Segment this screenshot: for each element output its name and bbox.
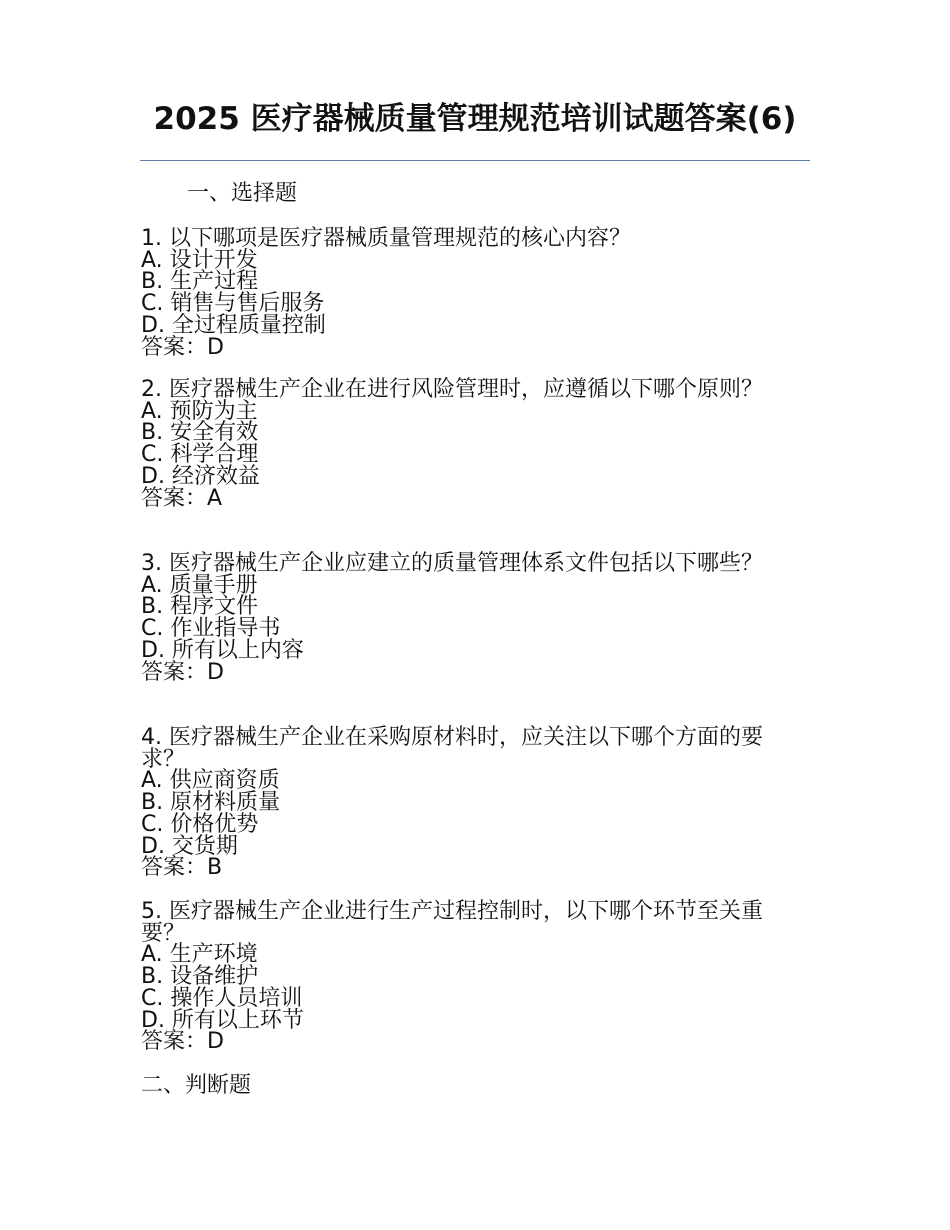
option-d: D. 全过程质量控制 bbox=[141, 312, 326, 338]
option-a: A. 设计开发 bbox=[141, 247, 258, 273]
option-b: B. 程序文件 bbox=[141, 594, 259, 620]
option-d: D. 所有以上环节 bbox=[141, 1007, 304, 1033]
option-c: C. 销售与售后服务 bbox=[141, 291, 325, 317]
option-c: C. 价格优势 bbox=[141, 811, 259, 837]
section-heading-judgment: 二、判断题 bbox=[141, 1073, 252, 1098]
question-stem: 5. 医疗器械生产企业进行生产过程控制时，以下哪个环节至关重要？ bbox=[141, 899, 763, 946]
option-c: C. 作业指导书 bbox=[141, 616, 281, 642]
section-heading-choice: 一、选择题 bbox=[187, 181, 298, 206]
option-b: B. 原材料质量 bbox=[141, 790, 281, 816]
option-a: A. 供应商资质 bbox=[141, 768, 280, 794]
question-stem: 4. 医疗器械生产企业在采购原材料时，应关注以下哪个方面的要求？ bbox=[141, 725, 763, 772]
option-d: D. 经济效益 bbox=[141, 463, 260, 489]
option-d: D. 交货期 bbox=[141, 833, 238, 859]
question-stem: 1. 以下哪项是医疗器械质量管理规范的核心内容？ bbox=[141, 226, 631, 251]
option-a: A. 预防为主 bbox=[141, 398, 258, 424]
option-a: A. 生产环境 bbox=[141, 942, 258, 968]
question-2 bbox=[141, 379, 801, 509]
question-4 bbox=[141, 727, 801, 879]
question-3 bbox=[141, 553, 801, 683]
answer: 答案：D bbox=[141, 334, 224, 360]
answer: 答案：D bbox=[141, 659, 224, 685]
question-stem: 3. 医疗器械生产企业应建立的质量管理体系文件包括以下哪些？ bbox=[141, 551, 763, 576]
question-stem: 2. 医疗器械生产企业在进行风险管理时，应遵循以下哪个原则？ bbox=[141, 377, 763, 402]
question-5 bbox=[141, 901, 801, 1053]
answer: 答案：B bbox=[141, 855, 223, 881]
option-a: A. 质量手册 bbox=[141, 572, 258, 598]
option-b: B. 设备维护 bbox=[141, 964, 259, 990]
question-1 bbox=[141, 228, 801, 358]
document-title: 2025 医疗器械质量管理规范培训试题答案(6) bbox=[153, 101, 797, 137]
option-d: D. 所有以上内容 bbox=[141, 637, 304, 663]
option-b: B. 生产过程 bbox=[141, 269, 259, 295]
option-b: B. 安全有效 bbox=[141, 420, 259, 446]
answer: 答案：D bbox=[141, 1029, 224, 1055]
option-c: C. 操作人员培训 bbox=[141, 985, 303, 1011]
title-divider bbox=[140, 160, 810, 161]
option-c: C. 科学合理 bbox=[141, 442, 259, 468]
answer: 答案：A bbox=[141, 485, 223, 511]
